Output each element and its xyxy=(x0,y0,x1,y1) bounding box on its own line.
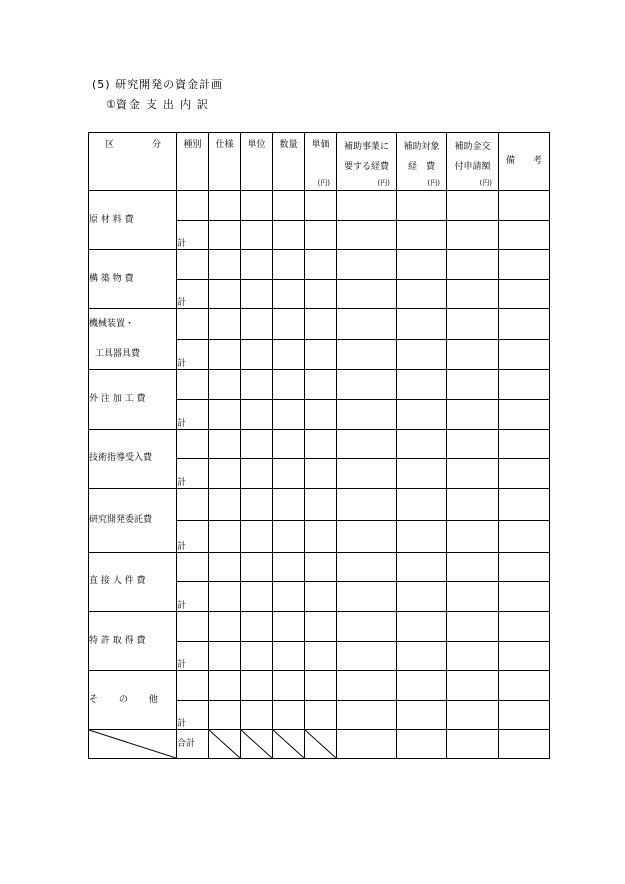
cell[interactable] xyxy=(499,220,550,250)
cell[interactable] xyxy=(447,370,499,400)
cell[interactable] xyxy=(499,399,550,429)
cell[interactable] xyxy=(273,641,305,671)
header-hojokin-2: 付申請額 xyxy=(454,162,491,172)
category-label-line2: 工具器具費 xyxy=(95,349,141,360)
cell[interactable] xyxy=(337,309,397,340)
cell[interactable] xyxy=(241,279,273,309)
table-row xyxy=(89,488,550,520)
cell[interactable] xyxy=(397,520,447,552)
cell[interactable] xyxy=(447,399,499,429)
cell[interactable] xyxy=(241,309,273,340)
cell[interactable] xyxy=(499,459,550,489)
diagonal-cell xyxy=(305,730,337,759)
cell[interactable] xyxy=(397,582,447,612)
cell[interactable] xyxy=(447,611,499,641)
cell[interactable] xyxy=(241,370,273,400)
header-suuryou: 数量 xyxy=(273,133,305,191)
category-cell xyxy=(89,429,177,488)
cell[interactable] xyxy=(337,370,397,400)
cell[interactable] xyxy=(337,641,397,671)
subtitle-char: 訳 xyxy=(196,98,208,111)
header-shiyou: 仕様 xyxy=(209,133,241,191)
header-hojokin xyxy=(447,133,499,191)
cell[interactable] xyxy=(397,279,447,309)
category-cell xyxy=(89,250,177,309)
cell[interactable] xyxy=(337,250,397,280)
cell[interactable] xyxy=(397,700,447,730)
cell[interactable] xyxy=(499,730,550,759)
subtotal-label: 計 xyxy=(177,520,209,552)
cell[interactable] xyxy=(305,611,337,641)
yen-unit: (円) xyxy=(317,179,330,187)
cell[interactable] xyxy=(337,459,397,489)
cell[interactable] xyxy=(209,250,241,280)
cell[interactable] xyxy=(209,552,241,582)
yen-unit: (円) xyxy=(377,179,390,187)
cell[interactable] xyxy=(447,309,499,340)
cell[interactable] xyxy=(241,611,273,641)
cell[interactable] xyxy=(337,429,397,459)
cell[interactable] xyxy=(177,488,209,520)
cell[interactable] xyxy=(273,309,305,340)
cell[interactable] xyxy=(273,459,305,489)
cell[interactable] xyxy=(337,730,397,759)
category-cell xyxy=(89,552,177,611)
category-label: そ の 他 xyxy=(89,694,167,705)
cell[interactable] xyxy=(241,552,273,582)
header-kubun-1: 区 xyxy=(105,140,115,150)
cell[interactable] xyxy=(241,582,273,612)
cell[interactable] xyxy=(273,370,305,400)
cell[interactable] xyxy=(305,459,337,489)
cell[interactable] xyxy=(273,339,305,370)
cell[interactable] xyxy=(447,520,499,552)
cell[interactable] xyxy=(447,552,499,582)
diagonal-cell xyxy=(273,730,305,759)
cell[interactable] xyxy=(447,730,499,759)
header-row xyxy=(89,133,550,191)
cell[interactable] xyxy=(177,191,209,221)
cell[interactable] xyxy=(337,552,397,582)
category-label: 原 材 料 費 xyxy=(89,214,134,225)
cell[interactable] xyxy=(397,399,447,429)
table-row xyxy=(89,309,550,340)
cell[interactable] xyxy=(499,611,550,641)
header-hojo-jigyou-1: 補助事業に xyxy=(343,142,389,152)
subtotal-label: 計 xyxy=(177,399,209,429)
category-cell xyxy=(89,370,177,429)
cell[interactable] xyxy=(209,370,241,400)
cell[interactable] xyxy=(499,370,550,400)
cell[interactable] xyxy=(305,582,337,612)
cell[interactable] xyxy=(499,520,550,552)
cell[interactable] xyxy=(273,611,305,641)
cell[interactable] xyxy=(209,339,241,370)
cell[interactable] xyxy=(241,671,273,701)
cell[interactable] xyxy=(447,488,499,520)
cell[interactable] xyxy=(499,641,550,671)
cell[interactable] xyxy=(337,520,397,552)
cell[interactable] xyxy=(209,459,241,489)
cell[interactable] xyxy=(499,429,550,459)
subtotal-label: 計 xyxy=(177,339,209,370)
budget-table xyxy=(88,132,550,759)
cell[interactable] xyxy=(397,611,447,641)
diagonal-cell xyxy=(241,730,273,759)
cell[interactable] xyxy=(337,671,397,701)
cell[interactable] xyxy=(177,552,209,582)
diagonal-line xyxy=(305,730,336,758)
cell[interactable] xyxy=(337,700,397,730)
cell[interactable] xyxy=(177,429,209,459)
cell[interactable] xyxy=(447,339,499,370)
cell[interactable] xyxy=(397,429,447,459)
cell[interactable] xyxy=(337,279,397,309)
cell[interactable] xyxy=(397,459,447,489)
header-tanka-label: 単価 xyxy=(311,140,330,150)
grand-total-row xyxy=(89,730,550,759)
cell[interactable] xyxy=(397,309,447,340)
diagonal-cell xyxy=(209,730,241,759)
category-label: 研究開発委託費 xyxy=(89,514,153,525)
table-row xyxy=(89,370,550,400)
cell[interactable] xyxy=(305,279,337,309)
diagonal-line xyxy=(241,730,272,758)
cell[interactable] xyxy=(305,339,337,370)
subtotal-label: 計 xyxy=(177,459,209,489)
cell[interactable] xyxy=(305,520,337,552)
diagonal-line xyxy=(209,730,240,758)
subtotal-label: 計 xyxy=(177,582,209,612)
table-row xyxy=(89,611,550,641)
cell[interactable] xyxy=(209,641,241,671)
cell[interactable] xyxy=(209,191,241,221)
cell[interactable] xyxy=(337,339,397,370)
category-cell xyxy=(89,611,177,670)
cell[interactable] xyxy=(209,279,241,309)
cell[interactable] xyxy=(305,641,337,671)
cell[interactable] xyxy=(499,582,550,612)
cell[interactable] xyxy=(305,429,337,459)
cell[interactable] xyxy=(447,429,499,459)
header-shubetsu: 種別 xyxy=(177,133,209,191)
cell[interactable] xyxy=(499,250,550,280)
cell[interactable] xyxy=(397,552,447,582)
table-row xyxy=(89,250,550,280)
cell[interactable] xyxy=(397,250,447,280)
subtotal-label: 計 xyxy=(177,279,209,309)
cell[interactable] xyxy=(241,488,273,520)
cell[interactable] xyxy=(273,582,305,612)
header-tanka xyxy=(305,133,337,191)
cell[interactable] xyxy=(305,370,337,400)
cell[interactable] xyxy=(273,220,305,250)
header-bikou: 備 考 xyxy=(499,133,550,191)
cell[interactable] xyxy=(447,191,499,221)
cell[interactable] xyxy=(447,700,499,730)
cell[interactable] xyxy=(273,399,305,429)
cell[interactable] xyxy=(209,309,241,340)
diagonal-line xyxy=(273,730,304,758)
yen-unit: (円) xyxy=(479,179,492,187)
cell[interactable] xyxy=(305,309,337,340)
cell[interactable] xyxy=(209,220,241,250)
subtitle-char: 内 xyxy=(179,98,191,111)
header-hojokin-1: 補助金交 xyxy=(454,142,491,152)
cell[interactable] xyxy=(499,552,550,582)
cell[interactable] xyxy=(305,250,337,280)
cell[interactable] xyxy=(305,671,337,701)
cell[interactable] xyxy=(209,399,241,429)
header-hojo-jigyou xyxy=(337,133,397,191)
cell[interactable] xyxy=(447,671,499,701)
cell[interactable] xyxy=(209,520,241,552)
cell[interactable] xyxy=(499,488,550,520)
cell[interactable] xyxy=(397,671,447,701)
cell[interactable] xyxy=(241,700,273,730)
cell[interactable] xyxy=(209,582,241,612)
subtitle xyxy=(106,96,214,112)
cell[interactable] xyxy=(397,370,447,400)
cell[interactable] xyxy=(273,488,305,520)
subtitle-char: ①資 xyxy=(106,98,127,111)
subtotal-label: 計 xyxy=(177,220,209,250)
subtitle-char: 金 xyxy=(128,98,140,111)
table-row xyxy=(89,191,550,221)
cell[interactable] xyxy=(447,250,499,280)
cell[interactable] xyxy=(337,582,397,612)
cell[interactable] xyxy=(209,429,241,459)
cell[interactable] xyxy=(499,671,550,701)
subtotal-label: 計 xyxy=(177,641,209,671)
cell[interactable] xyxy=(241,520,273,552)
cell[interactable] xyxy=(273,429,305,459)
cell[interactable] xyxy=(209,488,241,520)
cell[interactable] xyxy=(273,520,305,552)
cell[interactable] xyxy=(447,220,499,250)
cell[interactable] xyxy=(241,641,273,671)
cell[interactable] xyxy=(241,429,273,459)
category-label: 特 許 取 得 費 xyxy=(89,635,146,646)
category-cell xyxy=(89,191,177,250)
cell[interactable] xyxy=(447,459,499,489)
grand-total-label: 合計 xyxy=(177,730,209,759)
cell[interactable] xyxy=(397,641,447,671)
cell[interactable] xyxy=(177,250,209,280)
category-label: 直 接 人 件 費 xyxy=(89,576,146,587)
cell[interactable] xyxy=(241,220,273,250)
subtotal-label: 計 xyxy=(177,700,209,730)
cell[interactable] xyxy=(209,611,241,641)
yen-unit: (円) xyxy=(427,179,440,187)
cell[interactable] xyxy=(273,191,305,221)
category-label: 構 築 物 費 xyxy=(89,273,134,284)
header-hojo-taishou-1: 補助対象 xyxy=(403,142,440,152)
cell[interactable] xyxy=(177,309,209,340)
cell[interactable] xyxy=(177,671,209,701)
section-title: (5) 研究開発の資金計画 xyxy=(92,78,224,91)
cell[interactable] xyxy=(447,582,499,612)
cell[interactable] xyxy=(177,611,209,641)
diagonal-cell xyxy=(89,730,177,759)
header-hojo-jigyou-2: 要する経費 xyxy=(343,162,389,172)
category-label: 技術指導受入費 xyxy=(89,453,153,464)
cell[interactable] xyxy=(447,279,499,309)
cell[interactable] xyxy=(273,671,305,701)
cell[interactable] xyxy=(337,611,397,641)
header-kubun xyxy=(89,133,177,191)
cell[interactable] xyxy=(273,250,305,280)
header-hojo-taishou xyxy=(397,133,447,191)
cell[interactable] xyxy=(241,250,273,280)
category-cell xyxy=(89,671,177,730)
header-tani: 単位 xyxy=(241,133,273,191)
cell[interactable] xyxy=(241,459,273,489)
table-row xyxy=(89,429,550,459)
cell[interactable] xyxy=(273,700,305,730)
cell[interactable] xyxy=(499,191,550,221)
subtitle-char: 出 xyxy=(162,98,174,111)
cell[interactable] xyxy=(305,488,337,520)
subtitle-char: 支 xyxy=(145,98,157,111)
cell[interactable] xyxy=(241,339,273,370)
category-label-line1: 機械装置・ xyxy=(89,319,135,330)
header-kubun-2: 分 xyxy=(152,140,162,150)
cell[interactable] xyxy=(397,488,447,520)
cell[interactable] xyxy=(273,552,305,582)
category-cell xyxy=(89,309,177,370)
cell[interactable] xyxy=(209,700,241,730)
cell[interactable] xyxy=(337,220,397,250)
cell[interactable] xyxy=(499,279,550,309)
cell[interactable] xyxy=(499,309,550,340)
cell[interactable] xyxy=(305,191,337,221)
cell[interactable] xyxy=(241,191,273,221)
cell[interactable] xyxy=(337,191,397,221)
cell[interactable] xyxy=(499,339,550,370)
cell[interactable] xyxy=(337,399,397,429)
cell[interactable] xyxy=(397,220,447,250)
table-row xyxy=(89,671,550,701)
category-cell xyxy=(89,488,177,552)
diagonal-line xyxy=(89,730,176,758)
cell[interactable] xyxy=(447,641,499,671)
cell[interactable] xyxy=(305,399,337,429)
cell[interactable] xyxy=(305,552,337,582)
cell[interactable] xyxy=(397,730,447,759)
cell[interactable] xyxy=(305,220,337,250)
cell[interactable] xyxy=(499,700,550,730)
cell[interactable] xyxy=(273,279,305,309)
table-row xyxy=(89,552,550,582)
cell[interactable] xyxy=(397,339,447,370)
header-hojo-taishou-2: 経 費 xyxy=(407,162,435,172)
cell[interactable] xyxy=(241,399,273,429)
category-label: 外 注 加 工 費 xyxy=(89,393,146,404)
cell[interactable] xyxy=(177,370,209,400)
cell[interactable] xyxy=(397,191,447,221)
cell[interactable] xyxy=(209,671,241,701)
cell[interactable] xyxy=(337,488,397,520)
cell[interactable] xyxy=(305,700,337,730)
